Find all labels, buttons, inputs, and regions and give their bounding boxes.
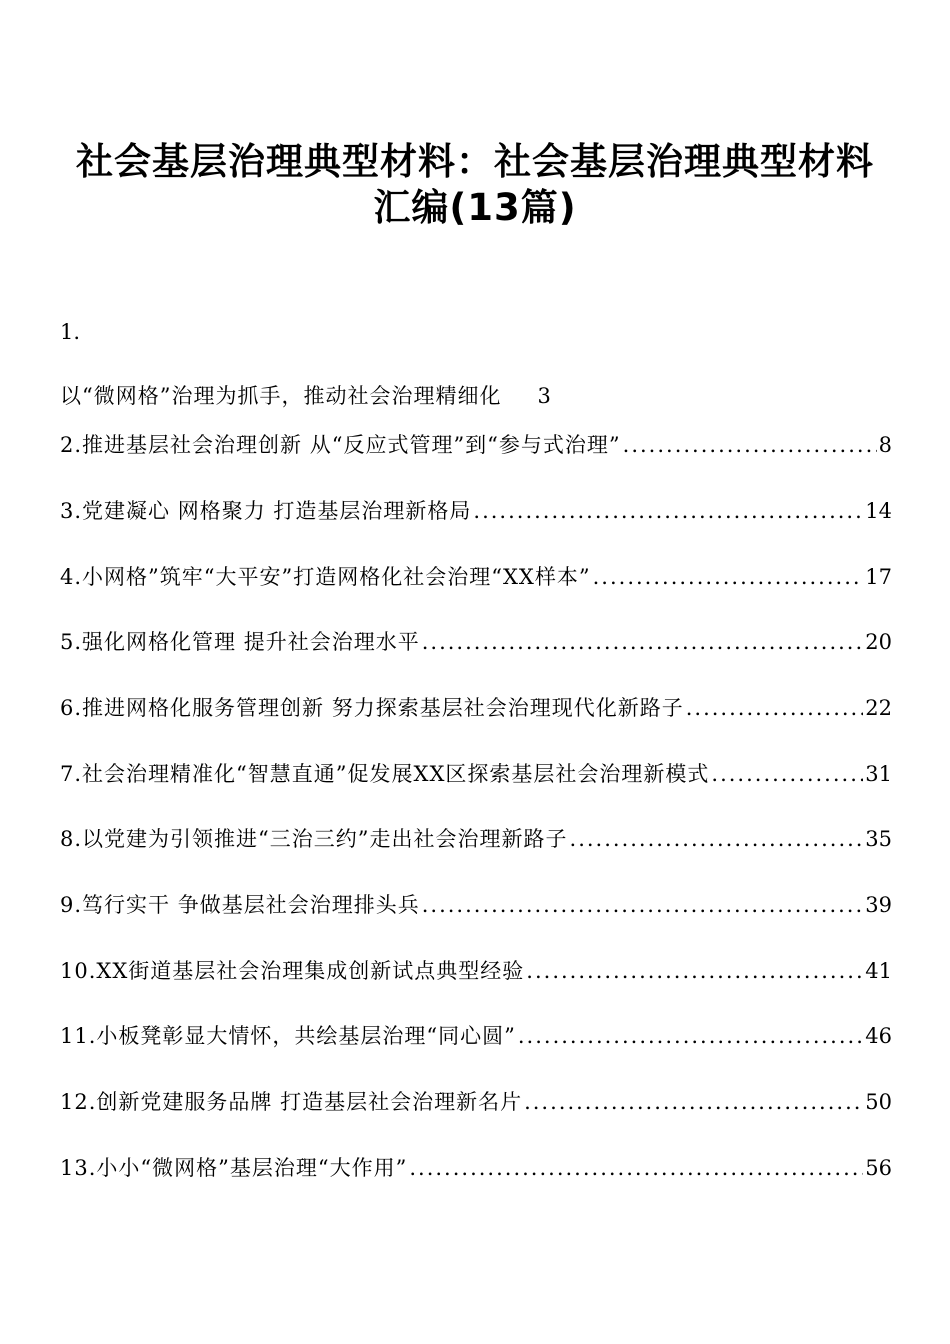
toc-dot-leader [422,887,864,923]
toc-item-text: 5.强化网格化管理 提升社会治理水平 [60,630,420,654]
toc-dot-leader [473,493,863,529]
toc-item-page: 41 [865,959,892,983]
toc-item-4 [60,559,892,595]
toc-item-page: 31 [865,762,892,786]
toc-item-2 [60,427,892,463]
toc-item-page: 35 [865,827,892,851]
toc-dot-leader [409,1150,863,1186]
toc-item-text: 9.笃行实干 争做基层社会治理排头兵 [60,893,420,917]
toc-item-text: 3.党建凝心 网格聚力 打造基层治理新格局 [60,499,472,523]
toc-dot-leader [570,821,864,857]
toc-item-page: 17 [865,565,892,589]
toc-item-11 [60,1018,892,1054]
toc-dot-leader [711,756,863,792]
toc-item-1-number: 1. [60,320,81,344]
toc-item-8 [60,821,892,857]
toc-dot-leader [623,427,877,463]
toc-item-3 [60,493,892,529]
toc-item-text: 11.小板凳彰显大情怀，共绘基层治理“同心圆” [60,1024,516,1048]
toc-item-page: 56 [865,1156,892,1180]
toc-item-text: 7.社会治理精准化“智慧直通”促发展XX区探索基层社会治理新模式 [60,762,710,786]
toc-dot-leader [524,1084,863,1120]
document-title-line-1: 社会基层治理典型材料：社会基层治理典型材料 [76,140,874,183]
document-title-line-2: 汇编(13篇) [373,186,577,229]
toc-item-text: 13.小小“微网格”基层治理“大作用” [60,1156,408,1180]
toc-dot-leader [593,559,864,595]
toc-item-page: 8 [878,433,892,457]
toc-item-text: 2.推进基层社会治理创新 从“反应式管理”到“参与式治理” [60,433,621,457]
toc-item-10 [60,953,892,989]
toc-item-page: 46 [865,1024,892,1048]
toc-item-9 [60,887,892,923]
toc-item-1 [60,378,552,414]
toc-item-7 [60,756,892,792]
toc-dot-leader [518,1018,863,1054]
toc-item-6 [60,690,892,726]
toc-item-page: 14 [865,499,892,523]
toc-dot-leader [422,624,864,660]
toc-item-page: 20 [865,630,892,654]
toc-item-text: 10.XX街道基层社会治理集成创新试点典型经验 [60,959,525,983]
toc-item-text: 12.创新党建服务品牌 打造基层社会治理新名片 [60,1090,523,1114]
toc-dot-leader [686,690,864,726]
toc-item-page: 39 [865,893,892,917]
toc-item-13 [60,1150,892,1186]
toc-item-12 [60,1084,892,1120]
toc-item-text: 8.以党建为引领推进“三治三约”走出社会治理新路子 [60,827,568,851]
toc-item-5 [60,624,892,660]
toc-item-text: 4.小网格”筑牢“大平安”打造网格化社会治理“XX样本” [60,565,591,589]
toc-item-text: 6.推进网格化服务管理创新 努力探索基层社会治理现代化新路子 [60,696,684,720]
toc-item-1-page: 3 [537,384,552,408]
toc-item-1-text: 以“微网格”治理为抓手，推动社会治理精细化 [60,384,502,408]
toc-item-page: 50 [865,1090,892,1114]
toc-dot-leader [526,953,863,989]
toc-item-page: 22 [865,696,892,720]
